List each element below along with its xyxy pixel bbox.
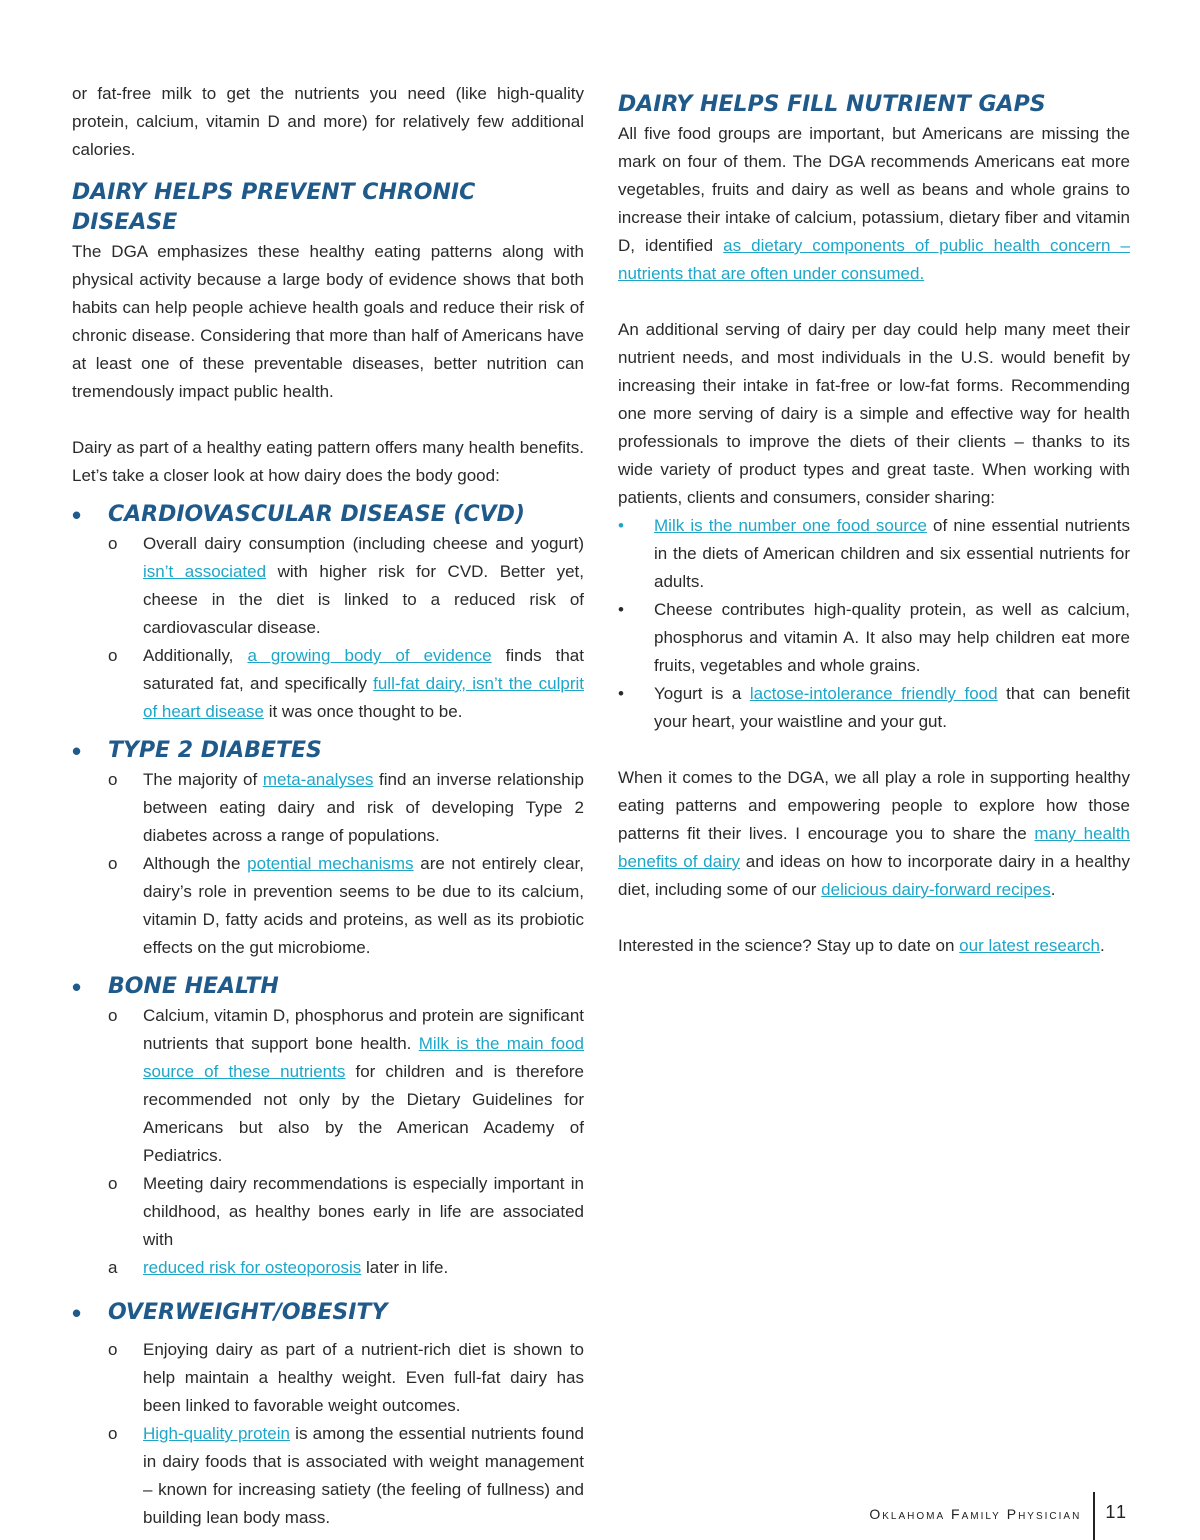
- list-item: o Overall dairy consumption (including cheese and yogurt) isn’t associated with higher risk for CVD. Better yet, cheese in the diet is linked to a reduced risk of cardiovascular disease.: [72, 530, 584, 642]
- list-item: • Cheese contributes high-quality protein, as well as calcium, phosphorus and vitamin A. It also may help children eat more fruits, vegetables and whole grains.: [618, 596, 1130, 680]
- list-item: • Milk is the number one food source of nine essential nutrients in the diets of American children and six essential nutrients for adults.: [618, 512, 1130, 596]
- link-reduced-risk-osteoporosis[interactable]: reduced risk for osteoporosis: [143, 1258, 362, 1277]
- link-isnt-associated[interactable]: isn’t associated: [143, 562, 267, 581]
- list-item: o Meeting dairy recommendations is especially important in childhood, as healthy bones early in life are associated with: [72, 1170, 584, 1254]
- bullet-glyph: •: [72, 736, 82, 766]
- link-health-benefits-dairy[interactable]: many health benefits of dairy: [618, 824, 1130, 871]
- t2d-list: [72, 766, 584, 962]
- sub-marker-a: a: [108, 1258, 118, 1277]
- list-item: • Yogurt is a lactose-intolerance friendly food that can benefit your heart, your waistline and your gut.: [618, 680, 1130, 736]
- cvd-title: CARDIOVASCULAR DISEASE (CVD): [108, 502, 525, 527]
- page-footer: [869, 1492, 1128, 1540]
- link-full-fat-dairy[interactable]: full-fat dairy, isn’t the culprit of heart disease: [143, 674, 584, 721]
- heading-prevent-chronic-disease: DAIRY HELPS PREVENT CHRONIC DISEASE: [72, 180, 476, 235]
- gaps-paragraph: All five food groups are important, but Americans are missing the mark on four of them. The DGA recommends Americans eat more vegetables, fruits and dairy as well as beans and whole grains to increase their intake of calcium, potassium, dietary fiber and vitamin D, identified as dietary components of public health concern – nutrients that are often under consumed.: [618, 124, 1130, 283]
- sub-marker: o: [108, 1424, 118, 1443]
- publication-name: Oklahoma Family Physician: [869, 1506, 1082, 1522]
- list-item: o Enjoying dairy as part of a nutrient-rich diet is shown to help maintain a healthy weight. Even full-fat dairy has been linked to favorable weight outcomes.: [72, 1336, 584, 1420]
- link-dairy-forward-recipes[interactable]: delicious dairy-forward recipes: [821, 880, 1051, 899]
- obesity-heading: [72, 1298, 584, 1328]
- sharing-list: [618, 512, 1130, 736]
- link-growing-body-of-evidence[interactable]: a growing body of evidence: [247, 646, 492, 665]
- link-high-quality-protein[interactable]: High-quality protein: [143, 1424, 290, 1443]
- benefits-paragraph: Dairy as part of a healthy eating pattern offers many health benefits. Let’s take a closer look at how dairy does the body good:: [72, 438, 584, 485]
- list-item: a reduced risk for osteoporosis later in life.: [72, 1254, 584, 1282]
- sub-marker: o: [108, 1006, 118, 1025]
- link-latest-research[interactable]: our latest research: [959, 936, 1100, 955]
- bullet-glyph: •: [72, 1298, 82, 1328]
- list-item: o Although the potential mechanisms are not entirely clear, dairy’s role in prevention seems to be due to its calcium, vitamin D, fatty acids and proteins, as well as its probiotic effects on the gut microbiome.: [72, 850, 584, 962]
- page-number: 11: [1105, 1502, 1128, 1522]
- prevent-paragraph: The DGA emphasizes these healthy eating patterns along with physical activity because a large body of evidence shows that both habits can help people achieve health goals and reduce their risk of chronic disease. Considering that more than half of Americans have at least one of these preventable diseases, better nutrition can tremendously impact public health.: [72, 242, 584, 401]
- heading-fill-nutrient-gaps: DAIRY HELPS FILL NUTRIENT GAPS: [618, 92, 1046, 117]
- list-item: o The majority of meta-analyses find an inverse relationship between eating dairy and risk of developing Type 2 diabetes across a range of populations.: [72, 766, 584, 850]
- link-meta-analyses[interactable]: meta-analyses: [262, 770, 374, 789]
- sub-marker: o: [108, 770, 118, 789]
- t2d-title: TYPE 2 DIABETES: [108, 738, 322, 763]
- bone-title: BONE HEALTH: [108, 974, 279, 999]
- list-item: o Calcium, vitamin D, phosphorus and protein are significant nutrients that support bone health. Milk is the main food source of these nutrients for children and is therefore recommended not only by the Dietary Guidelines for Americans but also by the American Academy of Pediatrics.: [72, 1002, 584, 1170]
- intro-paragraph: or fat-free milk to get the nutrients you need (like high-quality protein, calcium, vitamin D and more) for relatively few additional calories.: [72, 84, 584, 159]
- obesity-title: OVERWEIGHT/OBESITY: [108, 1300, 388, 1325]
- cvd-heading: [72, 500, 584, 530]
- link-potential-mechanisms[interactable]: potential mechanisms: [247, 854, 414, 873]
- sub-marker: o: [108, 1174, 118, 1193]
- sub-marker: o: [108, 854, 118, 873]
- bullet-glyph: •: [72, 972, 82, 1002]
- link-milk-number-one[interactable]: Milk is the number one food source: [654, 516, 927, 535]
- cvd-list: [72, 530, 584, 726]
- sub-marker: o: [108, 646, 118, 665]
- right-column: [618, 90, 1130, 960]
- bullet-glyph: •: [72, 500, 82, 530]
- science-paragraph: Interested in the science? Stay up to date on our latest research.: [618, 936, 1105, 955]
- list-item: o Additionally, a growing body of evidence finds that saturated fat, and specifically full-fat dairy, isn’t the culprit of heart disease it was once thought to be.: [72, 642, 584, 726]
- link-lactose-intolerance[interactable]: lactose-intolerance friendly food: [749, 684, 998, 703]
- bullet-glyph: •: [618, 516, 624, 535]
- obesity-list: [72, 1336, 584, 1532]
- bullet-glyph: •: [618, 600, 624, 619]
- serving-paragraph: An additional serving of dairy per day could help many meet their nutrient needs, and most individuals in the U.S. would benefit by increasing their intake in fat-free or low-fat forms. Recommending one more serving of dairy is a simple and effective way for health professionals to improve the diets of their clients – thanks to its wide variety of product types and great taste. When working with patients, clients and consumers, consider sharing:: [618, 320, 1130, 507]
- link-milk-main-food-source[interactable]: Milk is the main food source of these nutrients: [143, 1034, 584, 1081]
- bone-heading: [72, 972, 584, 1002]
- sub-marker: o: [108, 534, 118, 553]
- left-column: [72, 80, 584, 1532]
- link-dietary-components[interactable]: as dietary components of public health concern – nutrients that are often under consumed.: [618, 236, 1130, 283]
- list-item: o High-quality protein is among the essential nutrients found in dairy foods that is associated with weight management – known for increasing satiety (the feeling of fullness) and building lean body mass.: [72, 1420, 584, 1532]
- t2d-heading: [72, 736, 584, 766]
- footer-divider: [1093, 1492, 1095, 1540]
- bone-list: [72, 1002, 584, 1282]
- sub-marker: o: [108, 1340, 118, 1359]
- bullet-glyph: •: [618, 684, 624, 703]
- dga-paragraph: When it comes to the DGA, we all play a role in supporting healthy eating patterns and empowering people to explore how those patterns fit their lives. I encourage you to share the many health benefits of dairy and ideas on how to incorporate dairy in a healthy diet, including some of our delicious dairy-forward recipes.: [618, 768, 1130, 899]
